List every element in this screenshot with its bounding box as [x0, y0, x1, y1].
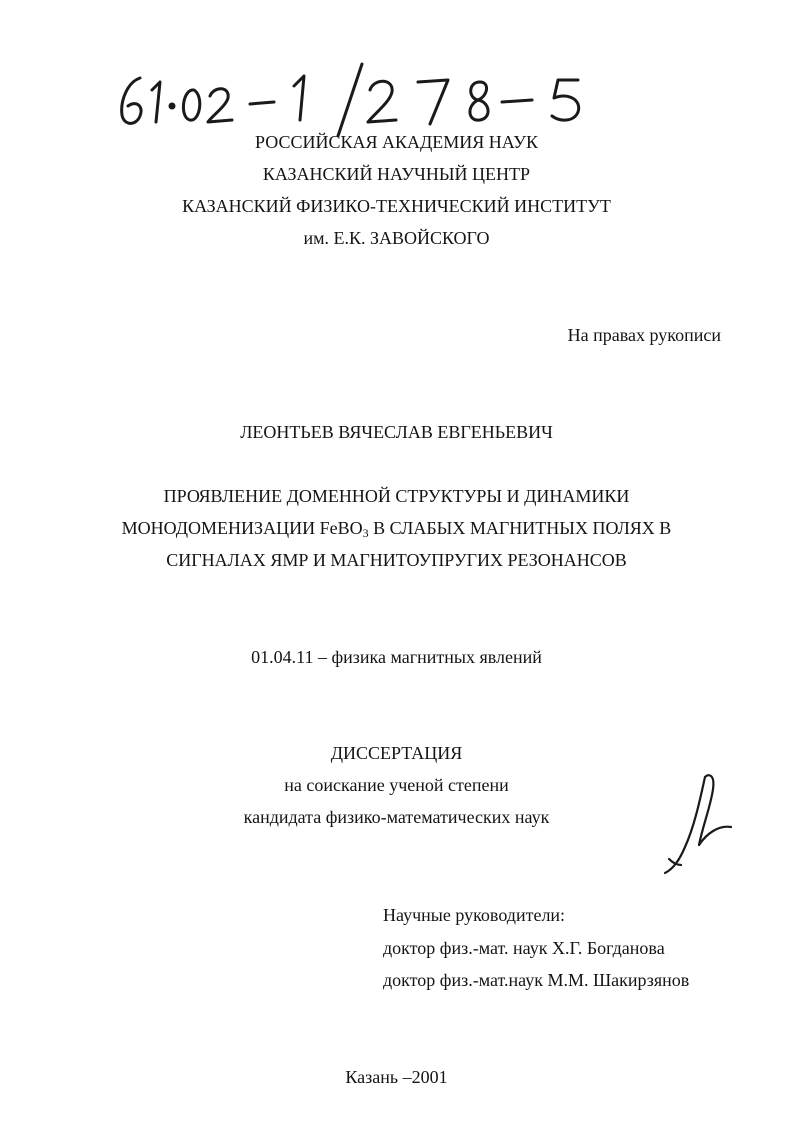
handwritten-archive-code — [100, 60, 600, 140]
supervisors-label: Научные руководители: — [383, 905, 566, 925]
title-line-2-pre: МОНОДОМЕНИЗАЦИИ FeBO — [121, 518, 363, 538]
title-line-2 — [0, 517, 793, 539]
title-line-2-post: В СЛАБЫХ МАГНИТНЫХ ПОЛЯХ В — [368, 518, 672, 538]
handwritten-signature — [655, 765, 740, 880]
title-line-3: СИГНАЛАХ ЯМР И МАГНИТОУПРУГИХ РЕЗОНАНСОВ — [166, 550, 627, 570]
org-institute: КАЗАНСКИЙ ФИЗИКО-ТЕХНИЧЕСКИЙ ИНСТИТУТ — [182, 196, 611, 216]
title-line-2-sub: 3 — [362, 526, 369, 540]
specialty-code: 01.04.11 – физика магнитных явлений — [251, 647, 542, 667]
org-named-after: им. Е.К. ЗАВОЙСКОГО — [303, 228, 490, 248]
manuscript-rights: На правах рукописи — [567, 325, 721, 345]
dissertation-degree-line-2: кандидата физико-математических наук — [243, 807, 550, 827]
supervisor-2: доктор физ.-мат.наук М.М. Шакирзянов — [383, 970, 690, 990]
author-name: ЛЕОНТЬЕВ ВЯЧЕСЛАВ ЕВГЕНЬЕВИЧ — [240, 422, 553, 442]
city-year: Казань –2001 — [345, 1067, 448, 1087]
title-line-1: ПРОЯВЛЕНИЕ ДОМЕННОЙ СТРУКТУРЫ И ДИНАМИКИ — [163, 486, 630, 506]
org-center: КАЗАНСКИЙ НАУЧНЫЙ ЦЕНТР — [262, 164, 531, 184]
org-academy: РОССИЙСКАЯ АКАДЕМИЯ НАУК — [255, 132, 538, 152]
dissertation-heading: ДИССЕРТАЦИЯ — [330, 743, 463, 763]
supervisor-1: доктор физ.-мат. наук Х.Г. Богданова — [383, 938, 665, 958]
dissertation-degree-line-1: на соискание ученой степени — [284, 775, 509, 795]
